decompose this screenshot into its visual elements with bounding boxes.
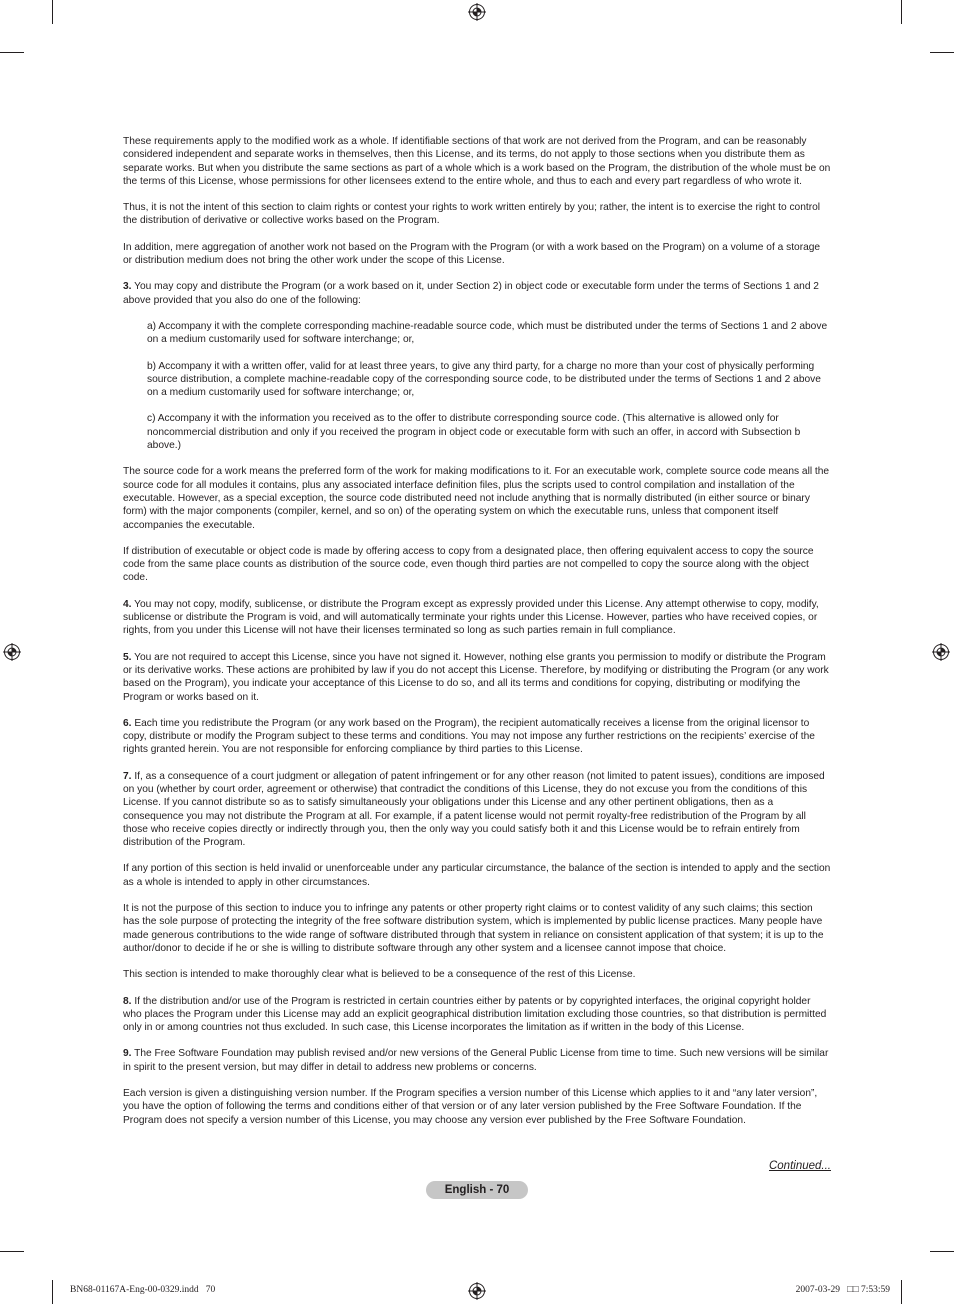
section-8-paragraph: 8. If the distribution and/or use of the Program is restricted in certain countries either by patents or by copyrighted interfaces, the original copyright holder who places the Program under this License may add an explicit geographical distribution limitation excluding those countries, so that distribution is permitted only in or among countries not thus excluded. In such case, this License incorporates the limitation as if written in the body of this License.: [123, 995, 827, 1034]
crop-mark: [930, 52, 954, 53]
paragraph: This section is intended to make thoroughly clear what is believed to be a consequence of the rest of this License.: [123, 969, 636, 981]
crop-mark: [0, 1251, 24, 1252]
section-6-paragraph: 6. Each time you redistribute the Program (or any work based on the Program), the recipient automatically receives a license from the original licensor to copy, distribute or modify the Program subject to these terms and conditions. You may not impose any further restrictions on the recipients’ exercise of the rights granted herein. You are not responsible for enforcing compliance by third parties to this License.: [123, 717, 815, 756]
section-5-paragraph: 5. You are not required to accept this License, since you have not signed it. However, nothing else grants you permission to modify or distribute the Program or its derivative works. These actions are prohibited by law if you do not accept this License. Therefore, by modifying or distributing the Program (or any work based on the Program), you indicate your acceptance of this License to do so, and all its terms and conditions for copying, distributing or modifying the Program or works based on it.: [123, 651, 829, 703]
paragraph: It is not the purpose of this section to induce you to infringe any patents or other property right claims or to contest validity of any such claims; this section has the sole purpose of protecting the integrity of the free software distribution system, which is implemented by public license practices. Many people have made generous contributions to the wide range of software distributed through that system in reliance on consistent application of that system; it is up to the author/donor to decide if he or she is willing to distribute software through any other system and a licensee cannot impose that choice.: [123, 903, 824, 954]
section-4-paragraph: 4. You may not copy, modify, sublicense, or distribute the Program except as expressly provided under this License. Any attempt otherwise to copy, modify, sublicense or distribute the Program is void, and will automatically terminate your rights under this License. However, parties who have received copies, or rights, from you under this License will not have their licenses terminated so long as such parties remain in full compliance.: [123, 598, 819, 637]
paragraph: If any portion of this section is held invalid or unenforceable under any particular circumstance, the balance of the section is intended to apply and the section as a whole is intended to apply in other circumstances.: [123, 863, 831, 888]
section-9-paragraph: 9. The Free Software Foundation may publish revised and/or new versions of the General Public License from time to time. Such new versions will be similar in spirit to the present version, but may differ in detail to address new problems or concerns.: [123, 1048, 829, 1073]
section-3-paragraph: 3. You may copy and distribute the Program (or a work based on it, under Section 2) in object code or executable form under the terms of Sections 1 and 2 above provided that you also do one of the following:: [123, 281, 819, 306]
registration-mark-icon: [3, 643, 21, 661]
license-text: [123, 135, 831, 1140]
crop-mark: [0, 52, 24, 53]
page-number-badge: English - 70: [426, 1181, 528, 1199]
print-slug-filename: BN68-01167A-Eng-00-0329.indd 70: [70, 1285, 216, 1295]
crop-mark: [901, 1280, 902, 1304]
subsection-b: b) Accompany it with a written offer, valid for at least three years, to give any third party, for a charge no more than your cost of physically performing source distribution, a complete machine-readable copy of the corresponding source code, to be distributed under the terms of Sections 1 and 2 above on a medium customarily used for software interchange; or,: [147, 360, 821, 399]
crop-mark: [52, 0, 53, 24]
subsection-c: c) Accompany it with the information you received as to the offer to distribute corresponding source code. (This alternative is allowed only for noncommercial distribution and only if you received the program in object code or executable form with such an offer, in accord with Subsection b above.): [147, 413, 801, 452]
registration-mark-icon: [932, 643, 950, 661]
paragraph: Each version is given a distinguishing version number. If the Program specifies a version number of this License which applies to it and “any later version”, you have the option of following the terms and conditions either of that version or of any later version published by the Free Software Foundation. If the Program does not specify a version number of this License, you may choose any version ever published by the Free Software Foundation.: [123, 1088, 818, 1126]
continued-label: Continued...: [768, 1160, 831, 1172]
paragraph: If distribution of executable or object code is made by offering access to copy from a designated place, then offering equivalent access to copy the source code from the same place counts as distribution of the source code, even though third parties are not compelled to copy the source along with the object code.: [123, 545, 814, 584]
crop-mark: [901, 0, 902, 24]
paragraph: These requirements apply to the modified work as a whole. If identifiable sections of that work are not derived from the Program, and can be reasonably considered independent and separate works in themselves, then this License, and its terms, do not apply to those sections when you distribute them as separate works. But when you distribute the same sections as part of a whole which is a work based on the Program, the distribution of the whole must be on the terms of this License, whose permissions for other licensees extend to the entire whole, and thus to each and every part regardless of who wrote it.: [123, 136, 831, 187]
crop-mark: [52, 1280, 53, 1304]
paragraph: Thus, it is not the intent of this section to claim rights or contest your rights to work written entirely by you; rather, the intent is to exercise the right to control the distribution of derivative or collective works based on the Program.: [123, 202, 821, 227]
registration-mark-icon: [468, 3, 486, 21]
paragraph: The source code for a work means the preferred form of the work for making modifications to it. For an executable work, complete source code means all the source code for all modules it contains, plus any associated interface definition files, plus the scripts used to control compilation and installation of the executable. However, as a special exception, the source code distributed need not include anything that is normally distributed (in either source or binary form) with the major components (compiler, kernel, and so on) of the operating system on which the executable runs, unless that component itself accompanies the executable.: [123, 466, 830, 531]
print-slug-timestamp: 2007-03-29 □□ 7:53:59: [795, 1285, 890, 1295]
subsection-a: a) Accompany it with the complete corresponding machine-readable source code, which must be distributed under the terms of Sections 1 and 2 above on a medium customarily used for software interchange; or,: [147, 320, 828, 346]
registration-mark-icon: [468, 1282, 486, 1300]
section-7-paragraph: 7. If, as a consequence of a court judgment or allegation of patent infringement or for any other reason (not limited to patent issues), conditions are imposed on you (whether by court order, agreement or otherwise) that contradict the conditions of this License, they do not excuse you from the conditions of this License. If you cannot distribute so as to satisfy simultaneously your obligations under this License and any other pertinent obligations, then as a consequence you may not distribute the Program at all. For example, if a patent license would not permit royalty-free redistribution of the Program by all those who receive copies directly or indirectly through you, then the only way you could satisfy both it and this License would be to refrain entirely from distribution of the Program.: [123, 770, 825, 849]
paragraph: In addition, mere aggregation of another work not based on the Program with the Program (or with a work based on the Program) on a volume of a storage or distribution medium does not bring the other work under the scope of this License.: [123, 241, 821, 267]
crop-mark: [930, 1251, 954, 1252]
